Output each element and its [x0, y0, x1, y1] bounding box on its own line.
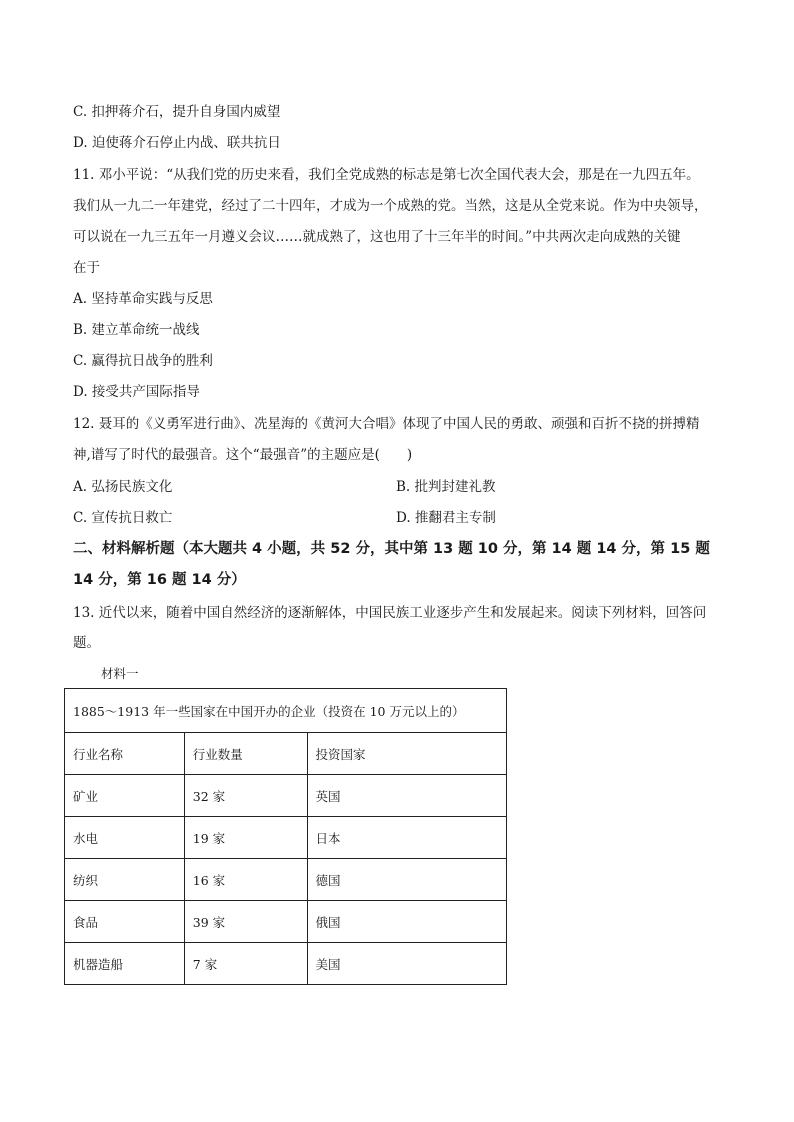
table-cell: 39 家: [184, 901, 307, 943]
q11-option-d: D. 接受共产国际指导: [73, 384, 200, 400]
q11-stem-line: 11. 邓小平说：“从我们党的历史来看，我们全党成熟的标志是第七次全国代表大会，那是在一九四五年。: [73, 167, 700, 183]
q11-option-a: A. 坚持革命实践与反思: [73, 291, 213, 307]
table-row: [65, 775, 507, 817]
table-cell: 水电: [65, 817, 185, 859]
table-header-row: [65, 733, 507, 775]
q13-stem-line: 13. 近代以来，随着中国自然经济的逐渐解体，中国民族工业逐步产生和发展起来。阅读下列材料，回答问: [73, 605, 707, 621]
table-cell: 机器造船: [65, 943, 185, 985]
q10-option-c: C. 扣押蒋介石，提升自身国内威望: [73, 104, 281, 120]
q11-option-c: C. 赢得抗日战争的胜利: [73, 353, 213, 369]
table-cell: 16 家: [184, 859, 307, 901]
column-header: 行业数量: [184, 733, 307, 775]
table-cell: 日本: [307, 817, 506, 859]
table-cell: 19 家: [184, 817, 307, 859]
table-row: [65, 817, 507, 859]
q10-option-d: D. 迫使蒋介石停止内战、联共抗日: [73, 135, 281, 151]
q11-option-b: B. 建立革命统一战线: [73, 322, 200, 338]
q13-stem-line: 题。: [73, 635, 100, 651]
q12-option-b: B. 批判封建礼教: [396, 479, 496, 495]
q11-stem-line: 在于: [73, 260, 100, 276]
table-caption-row: [65, 689, 507, 733]
section-heading: 14 分，第 16 题 14 分）: [73, 572, 246, 588]
q12-option-a: A. 弘扬民族文化: [73, 479, 173, 495]
q11-stem-line: 我们从一九二一年建党，经过了二十四年，才成为一个成熟的党。当然，这是从全党来说。作为中央领导，: [73, 198, 708, 214]
table-cell: 美国: [307, 943, 506, 985]
table-cell: 矿业: [65, 775, 185, 817]
table-cell: 英国: [307, 775, 506, 817]
q12-option-d: D. 推翻君主专制: [396, 510, 496, 526]
table-row: [65, 943, 507, 985]
enterprise-table: [64, 688, 507, 985]
table-cell: 32 家: [184, 775, 307, 817]
q12-stem-line: 12. 聂耳的《义勇军进行曲》、冼星海的《黄河大合唱》体现了中国人民的勇敢、顽强和百折不挠的拼搏精: [73, 416, 700, 432]
q12-option-c: C. 宣传抗日救亡: [73, 510, 173, 526]
table-cell: 纺织: [65, 859, 185, 901]
q11-stem-line: 可以说在一九三五年一月遵义会议……就成熟了，这也用了十三年半的时间。”中共两次走向成熟的关键: [73, 229, 681, 245]
table-caption: 1885～1913 年一些国家在中国开办的企业（投资在 10 万元以上的）: [65, 689, 507, 733]
column-header: 投资国家: [307, 733, 506, 775]
table-cell: 食品: [65, 901, 185, 943]
table-cell: 7 家: [184, 943, 307, 985]
table-row: [65, 859, 507, 901]
section-heading: 二、材料解析题（本大题共 4 小题，共 52 分，其中第 13 题 10 分，第 14 题 14 分，第 15 题: [73, 541, 710, 557]
table-row: [65, 901, 507, 943]
column-header: 行业名称: [65, 733, 185, 775]
q12-stem-line: 神,谱写了时代的最强音。这个“最强音”的主题应是( ): [73, 447, 413, 463]
table-cell: 俄国: [307, 901, 506, 943]
table-cell: 德国: [307, 859, 506, 901]
material-label: 材料一: [101, 666, 139, 681]
